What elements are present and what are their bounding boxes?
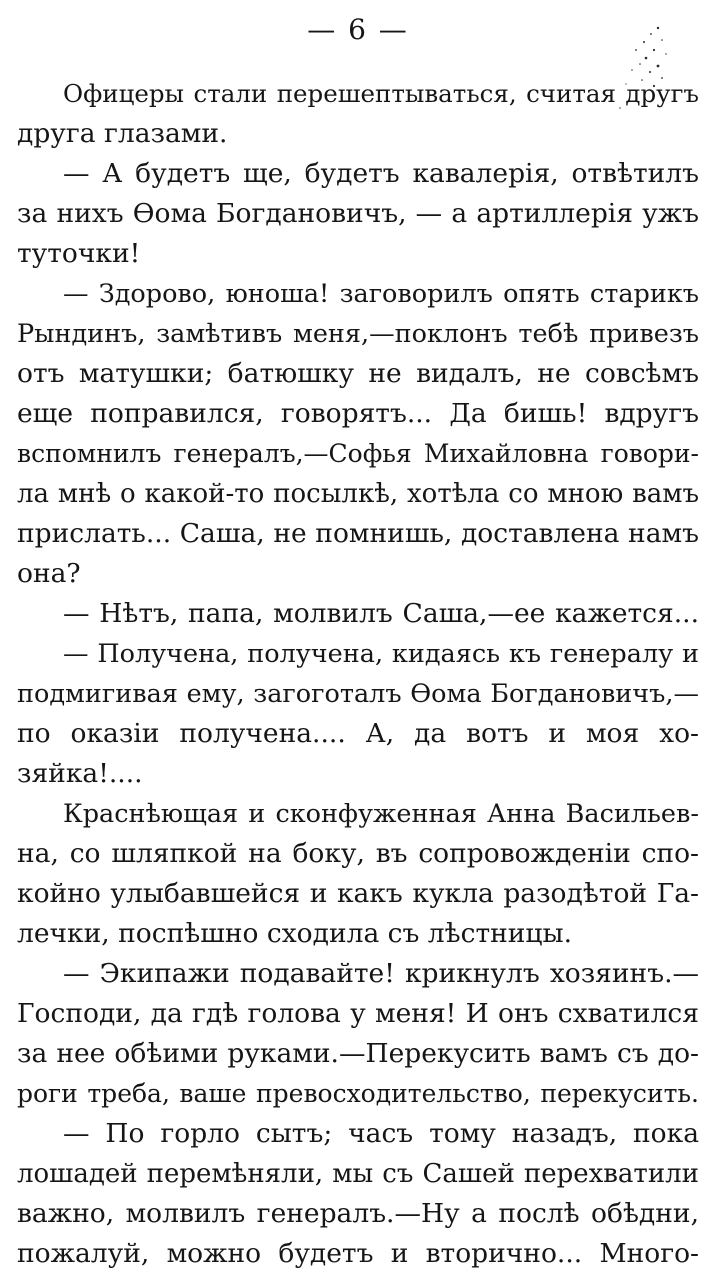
text-line: — Экипажи подавайте! крикнулъ хозяинъ.— [63,958,699,989]
text-line: подмигивая ему, загоготалъ Ѳома Богдановичъ,— [17,679,699,709]
text-line: Господи, да гдѣ голова у меня! И онъ схватился [17,998,699,1029]
text-line: еще поправился, говорятъ... Да бишь! вдругъ [17,398,699,429]
text-line: — Нѣтъ, папа, молвилъ Саша,—ее кажется... [63,598,699,629]
page-number: — 6 — [307,13,409,46]
text-line: лечки, поспѣшно сходила съ лѣстницы. [17,918,572,949]
body-text [17,74,699,1274]
text-line: на, со шляпкой на боку, въ сопровожденіи спо- [17,838,699,869]
text-line: пожалуй, можно будетъ и вторично... Много- [17,1238,699,1269]
text-line: туточки! [17,238,141,269]
text-line: зяйка!.... [17,758,143,789]
text-line: за нее обѣими руками.—Перекусить вамъ съ до- [17,1038,699,1069]
text-line: койно улыбавшейся и какъ кукла разодѣтой Га- [17,878,699,909]
text-line: — По горло сытъ; часъ тому назадъ, пока [63,1118,699,1149]
text-line: вспомнилъ генералъ,—Софья Михайловна говори- [17,439,699,468]
text-line: роги треба, ваше превосходительство, перекусить. [17,1079,699,1108]
text-line: Краснѣющая и сконфуженная Анна Васильев- [63,799,699,829]
text-line: Офицеры стали перешептываться, считая другъ [63,79,699,108]
text-line: — Получена, получена, кидаясь къ генералу и [63,639,699,669]
text-line: лошадей перемѣняли, мы съ Сашей перехватили [17,1159,699,1189]
text-line: прислать... Саша, не помнишь, доставлена намъ [17,518,699,549]
text-line: ла мнѣ о какой-то посылкѣ, хотѣла со мною вамъ [17,479,699,509]
text-line: друга глазами. [17,118,228,149]
text-line: за нихъ Ѳома Богдановичъ, — а артиллерія ужъ [17,198,699,229]
text-line: Рындинъ, замѣтивъ меня,—поклонъ тебѣ привезъ [17,319,699,349]
text-line: — А будетъ ще, будетъ кавалерія, отвѣтилъ [63,158,699,189]
text-line: по оказіи получена.... А, да вотъ и моя хо- [17,718,699,749]
text-line: отъ матушки; батюшку не видалъ, не совсѣмъ [17,358,699,389]
text-line: — Здорово, юноша! заговорилъ опять старикъ [63,279,699,309]
text-line: она? [17,558,81,589]
text-line: важно, молвилъ генералъ.—Ну а послѣ обѣдни, [17,1198,699,1229]
